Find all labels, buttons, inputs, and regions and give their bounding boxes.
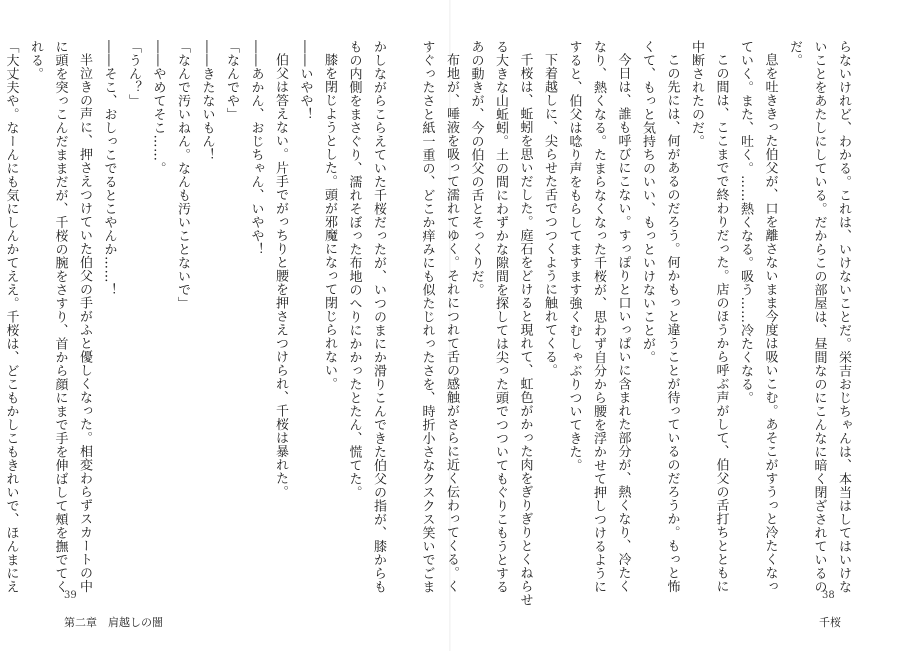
text-line: 「大丈夫や。なーんにも気にしんかてええ。千桜は、どこもかしこもきれいで、ほんまにえ <box>3 40 19 594</box>
text-line: あの動きが、今の伯父の舌とそっくりだ。 <box>468 40 484 297</box>
text-line: 「うん？」 <box>126 40 141 108</box>
text-line: 膝を閉じようとした。頭が邪魔になって閉じられない。 <box>322 53 337 391</box>
text-line: すぐったさと紙一重の、どこか痒みにも似たじれったさを、時折小さなクスクス笑いでごま <box>419 40 435 594</box>
text-line: 今日は、誰も呼びにこない。すっぽりと口いっぱいに含まれた部分が、熱くなり、冷たく <box>615 53 631 593</box>
page-number: 39 <box>64 590 77 601</box>
text-line: 「なんでや」 <box>224 40 239 121</box>
text-line: る大きな山蚯蚓。土の間にわずかな隙間を探しては尖った頭でつついてもぐりこもうとする <box>493 40 508 594</box>
left-page-text <box>3 40 390 594</box>
text-line: ――やめてそこ……。 <box>150 40 166 175</box>
text-line: ――きたないもん！ <box>199 40 215 162</box>
text-line: 中断されたのだ。 <box>689 40 704 148</box>
text-line: 下着越しに、尖らせた舌でつつくように触れてくる。 <box>542 53 557 377</box>
text-line: ――いやや！ <box>297 40 313 121</box>
text-line: ていく。また、吐く。……熱くなる。吸う……冷たくなる。 <box>738 40 753 405</box>
text-line: 布地が、唾液を吸って濡れてゆく。それにつれて舌の感触がさらに近く伝わってくる。く <box>444 53 459 593</box>
text-line: 半泣きの声に、押さえつけていた伯父の手がふと優しくなった。相変わらずスカートの中 <box>77 53 92 593</box>
running-head: 千桜 <box>819 616 841 629</box>
text-line: 「なんで汚いねん。なんも汚いことないで」 <box>175 40 190 310</box>
text-line: 千桜は、蚯蚓を思いだした。庭石をどけると現れて、虹色がかった肉をぎりぎりとくねらせ <box>517 53 533 607</box>
text-line: いことをあたしにしている。だからこの部屋は、昼間なのにこんなに暗く閉ざされているの <box>811 40 827 594</box>
running-head: 第二章 肩越しの闇 <box>64 616 163 629</box>
text-line: すると、伯父は唸り声をもらしてますます強くむしゃぶりついてきた。 <box>566 40 582 472</box>
text-line: らないけれど、わかる。これは、いけないことだ。栄吉おじちゃんは、本当はしてはいけな <box>836 40 851 594</box>
text-line: 伯父は答えない。片手でがっちりと腰を押さえつけられ、千桜は暴れた。 <box>273 53 288 499</box>
text-line: 息を吐ききった伯父が、口を離さないまま今度は吸いこむ。あそこがすうっと冷たくなっ <box>762 53 778 593</box>
text-line: この間は、ここまでで終わりだった。店のほうから呼ぶ声がして、伯父の舌打ちとともに <box>713 53 729 593</box>
text-line: ――そこ、おしっこでるとこやんか……！ <box>101 40 117 297</box>
text-line: もの内側をまさぐり、濡れそぼった布地のへりにかかったとたん、慌てた。 <box>346 40 362 499</box>
page-number: 38 <box>822 590 835 601</box>
text-line: くて、もっと気持ちのいい、もっといけないことが。 <box>640 40 655 364</box>
text-line: この先には、何があるのだろう。何かもっと違うことが待っているのだろうか。もっと怖 <box>664 53 680 593</box>
text-line: なり、熱くなる。たまらなくなった千桜が、思わず自分から腰を浮かせて押しつけるように <box>591 40 606 594</box>
right-page <box>419 0 900 651</box>
text-line: に頭を突っこんだままだが、千桜の腕をさすり、首から顔にまで手を伸ばして頰を撫でてく <box>52 40 68 594</box>
text-line: ――あかん、おじちゃん、いやや！ <box>248 40 264 256</box>
text-line: れる。 <box>28 40 43 81</box>
text-line: かしながらこらえていた千桜だったが、いつのまにか滑りこんできた伯父の指が、膝からも <box>371 40 386 594</box>
text-line: だ。 <box>787 40 802 67</box>
